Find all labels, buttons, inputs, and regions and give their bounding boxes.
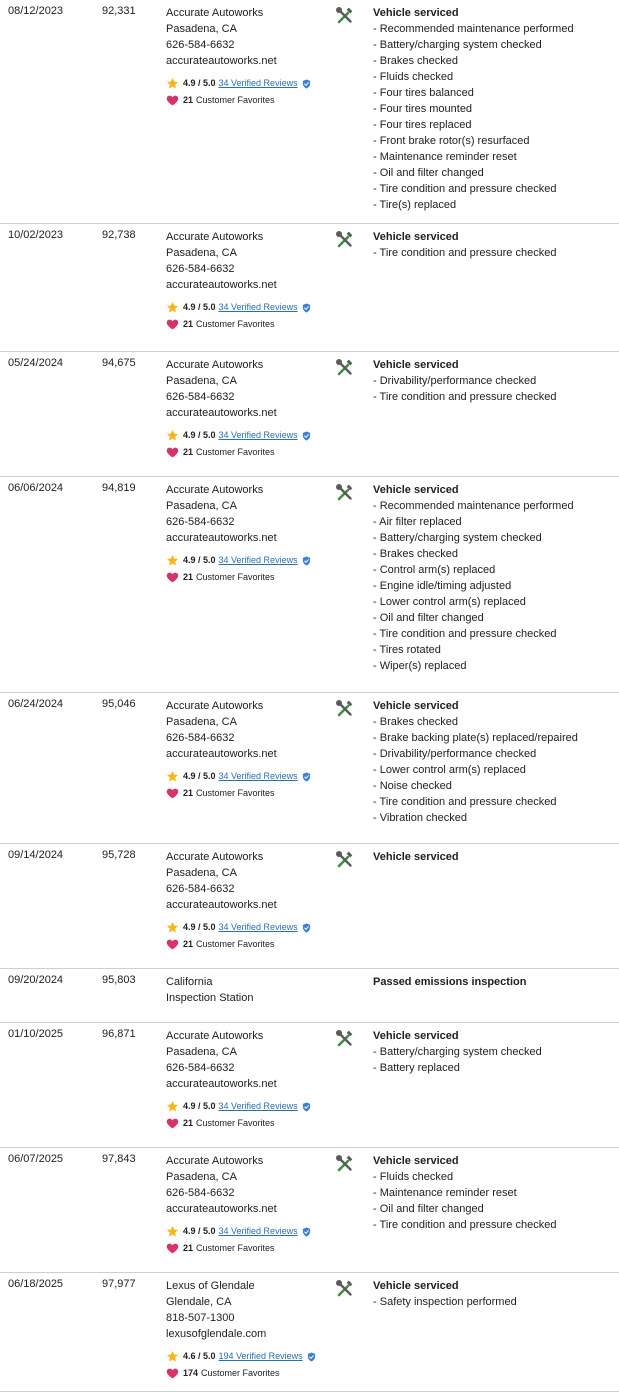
source-line: Accurate Autoworks <box>166 484 264 496</box>
rating-score: 4.9 / 5.0 <box>183 1101 216 1111</box>
service-item: - Four tires replaced <box>373 119 472 131</box>
rating-score: 4.9 / 5.0 <box>183 78 216 88</box>
verified-badge-icon <box>302 302 311 312</box>
favorites-count: 21 <box>183 788 194 798</box>
source-line: Pasadena, CA <box>166 867 237 879</box>
source-line: 626-584-6632 <box>166 391 235 403</box>
heart-icon <box>166 1117 179 1130</box>
star-icon <box>166 1100 179 1113</box>
record-details <box>373 5 574 213</box>
wrench-screwdriver-icon <box>335 6 355 26</box>
record-details <box>373 229 556 261</box>
service-item: - Brake backing plate(s) replaced/repaired <box>373 732 578 744</box>
rating-row <box>166 75 311 91</box>
record-mileage: 97,843 <box>102 1153 136 1165</box>
heart-icon <box>166 787 179 800</box>
service-item: - Oil and filter changed <box>373 1203 484 1215</box>
service-item: - Battery replaced <box>373 1062 460 1074</box>
record-source <box>166 5 311 109</box>
favorites-row <box>166 1114 311 1132</box>
rating-score: 4.9 / 5.0 <box>183 302 216 312</box>
verified-badge-icon <box>302 1101 311 1111</box>
rating-score: 4.9 / 5.0 <box>183 1226 216 1236</box>
rating-row <box>166 299 311 315</box>
service-item: - Drivability/performance checked <box>373 375 537 387</box>
record-mileage: 97,977 <box>102 1278 136 1290</box>
heart-icon <box>166 1367 179 1380</box>
wrench-screwdriver-icon <box>335 483 355 503</box>
record-date: 09/14/2024 <box>8 849 64 861</box>
verified-badge-icon <box>307 1351 316 1361</box>
source-line: Pasadena, CA <box>166 1046 237 1058</box>
heart-icon <box>166 94 179 107</box>
record-date: 10/02/2023 <box>8 229 64 241</box>
service-item: - Battery/charging system checked <box>373 532 542 544</box>
history-record <box>0 969 619 1023</box>
favorites-row <box>166 91 311 109</box>
source-line: California <box>166 976 213 988</box>
record-title: Vehicle serviced <box>373 1280 459 1292</box>
record-title: Vehicle serviced <box>373 359 459 371</box>
star-icon <box>166 1225 179 1238</box>
service-item: - Lower control arm(s) replaced <box>373 764 526 776</box>
rating-score: 4.9 / 5.0 <box>183 555 216 565</box>
record-title: Vehicle serviced <box>373 851 459 863</box>
service-item: - Brakes checked <box>373 55 458 67</box>
service-item: - Lower control arm(s) replaced <box>373 596 526 608</box>
record-details <box>373 482 574 674</box>
star-icon <box>166 1350 179 1363</box>
favorites-count: 21 <box>183 447 194 457</box>
verified-badge-icon <box>302 1226 311 1236</box>
service-item: - Four tires mounted <box>373 103 473 115</box>
history-record <box>0 844 619 969</box>
heart-icon <box>166 571 179 584</box>
source-line: Accurate Autoworks <box>166 231 264 243</box>
source-line: 818-507-1300 <box>166 1312 235 1324</box>
service-item: - Engine idle/timing adjusted <box>373 580 512 592</box>
record-mileage: 95,728 <box>102 849 136 861</box>
source-line: Pasadena, CA <box>166 375 237 387</box>
rating-row <box>166 768 311 784</box>
star-icon <box>166 921 179 934</box>
service-item: - Maintenance reminder reset <box>373 1187 517 1199</box>
favorites-label: Customer Favorites <box>196 1243 275 1253</box>
record-source <box>166 357 311 461</box>
verified-reviews-link[interactable]: 34 Verified Reviews <box>218 922 298 932</box>
record-details <box>373 849 459 865</box>
star-icon <box>166 77 179 90</box>
source-line: Inspection Station <box>166 992 254 1004</box>
favorites-label: Customer Favorites <box>196 319 275 329</box>
service-item: - Fluids checked <box>373 71 454 83</box>
favorites-row <box>166 935 311 953</box>
favorites-label: Customer Favorites <box>196 95 275 105</box>
source-line: 626-584-6632 <box>166 516 235 528</box>
wrench-screwdriver-icon <box>335 1154 355 1174</box>
history-record <box>0 0 619 224</box>
star-icon <box>166 770 179 783</box>
favorites-row <box>166 315 311 333</box>
source-line: 626-584-6632 <box>166 263 235 275</box>
record-date: 06/24/2024 <box>8 698 64 710</box>
verified-reviews-link[interactable]: 34 Verified Reviews <box>218 1226 298 1236</box>
history-record <box>0 1023 619 1148</box>
source-line: Pasadena, CA <box>166 1171 237 1183</box>
record-source <box>166 1278 316 1382</box>
wrench-screwdriver-icon <box>335 699 355 719</box>
history-record <box>0 1273 619 1392</box>
source-line: accurateautoworks.net <box>166 55 277 67</box>
rating-score: 4.9 / 5.0 <box>183 430 216 440</box>
wrench-screwdriver-icon <box>335 230 355 250</box>
history-record <box>0 1148 619 1273</box>
source-line: Lexus of Glendale <box>166 1280 255 1292</box>
service-item: - Recommended maintenance performed <box>373 500 574 512</box>
wrench-screwdriver-icon <box>335 1279 355 1299</box>
favorites-count: 21 <box>183 1243 194 1253</box>
service-item: - Battery/charging system checked <box>373 39 542 51</box>
service-item: - Tire condition and pressure checked <box>373 183 557 195</box>
record-details <box>373 357 556 405</box>
source-line: accurateautoworks.net <box>166 1078 277 1090</box>
favorites-row <box>166 784 311 802</box>
wrench-screwdriver-icon <box>335 850 355 870</box>
record-title: Vehicle serviced <box>373 231 459 243</box>
service-item: - Recommended maintenance performed <box>373 23 574 35</box>
source-line: 626-584-6632 <box>166 1187 235 1199</box>
service-item: - Tire(s) replaced <box>373 199 457 211</box>
verified-reviews-link[interactable]: 194 Verified Reviews <box>218 1351 303 1361</box>
service-item: - Four tires balanced <box>373 87 474 99</box>
favorites-label: Customer Favorites <box>196 572 275 582</box>
record-title: Vehicle serviced <box>373 1155 459 1167</box>
favorites-label: Customer Favorites <box>196 788 275 798</box>
favorites-label: Customer Favorites <box>196 939 275 949</box>
record-date: 06/07/2025 <box>8 1153 64 1165</box>
history-record <box>0 352 619 477</box>
star-icon <box>166 554 179 567</box>
service-item: - Drivability/performance checked <box>373 748 537 760</box>
verified-reviews-link[interactable]: 34 Verified Reviews <box>218 302 298 312</box>
record-mileage: 92,331 <box>102 5 136 17</box>
source-line: Pasadena, CA <box>166 716 237 728</box>
record-source <box>166 974 253 1006</box>
source-line: Accurate Autoworks <box>166 7 264 19</box>
heart-icon <box>166 938 179 951</box>
record-title: Vehicle serviced <box>373 700 459 712</box>
favorites-label: Customer Favorites <box>196 447 275 457</box>
record-date: 09/20/2024 <box>8 974 64 986</box>
service-item: - Oil and filter changed <box>373 612 484 624</box>
service-item: - Maintenance reminder reset <box>373 151 517 163</box>
rating-row <box>166 427 311 443</box>
favorites-row <box>166 1364 316 1382</box>
verified-reviews-link[interactable]: 34 Verified Reviews <box>218 78 298 88</box>
verified-reviews-link[interactable]: 34 Verified Reviews <box>218 555 298 565</box>
verified-reviews-link[interactable]: 34 Verified Reviews <box>218 771 298 781</box>
record-mileage: 95,046 <box>102 698 136 710</box>
record-mileage: 92,738 <box>102 229 136 241</box>
service-item: - Battery/charging system checked <box>373 1046 542 1058</box>
rating-score: 4.6 / 5.0 <box>183 1351 216 1361</box>
record-title: Vehicle serviced <box>373 484 459 496</box>
service-item: - Tire condition and pressure checked <box>373 628 557 640</box>
wrench-screwdriver-icon <box>335 1029 355 1049</box>
source-line: Accurate Autoworks <box>166 700 264 712</box>
record-title: Passed emissions inspection <box>373 976 527 988</box>
verified-badge-icon <box>302 922 311 932</box>
source-line: accurateautoworks.net <box>166 1203 277 1215</box>
source-line: 626-584-6632 <box>166 732 235 744</box>
record-title: Vehicle serviced <box>373 7 459 19</box>
service-item: - Tire condition and pressure checked <box>373 796 557 808</box>
record-source <box>166 849 311 953</box>
heart-icon <box>166 318 179 331</box>
verified-badge-icon <box>302 430 311 440</box>
favorites-label: Customer Favorites <box>196 1118 275 1128</box>
service-item: - Control arm(s) replaced <box>373 564 496 576</box>
source-line: Accurate Autoworks <box>166 851 264 863</box>
favorites-count: 21 <box>183 95 194 105</box>
source-line: Glendale, CA <box>166 1296 232 1308</box>
record-details <box>373 1278 517 1310</box>
record-mileage: 94,675 <box>102 357 136 369</box>
favorites-count: 21 <box>183 1118 194 1128</box>
service-item: - Noise checked <box>373 780 452 792</box>
service-item: - Tires rotated <box>373 644 441 656</box>
source-line: accurateautoworks.net <box>166 407 277 419</box>
source-line: Accurate Autoworks <box>166 1030 264 1042</box>
source-line: 626-584-6632 <box>166 1062 235 1074</box>
service-item: - Brakes checked <box>373 548 458 560</box>
wrench-screwdriver-icon <box>335 358 355 378</box>
record-details <box>373 698 578 826</box>
source-line: Accurate Autoworks <box>166 1155 264 1167</box>
star-icon <box>166 429 179 442</box>
source-line: Pasadena, CA <box>166 247 237 259</box>
source-line: lexusofglendale.com <box>166 1328 267 1340</box>
record-title: Vehicle serviced <box>373 1030 459 1042</box>
record-details <box>373 974 526 990</box>
verified-badge-icon <box>302 555 311 565</box>
service-item: - Air filter replaced <box>373 516 462 528</box>
record-source <box>166 698 311 802</box>
verified-reviews-link[interactable]: 34 Verified Reviews <box>218 430 298 440</box>
source-line: Accurate Autoworks <box>166 359 264 371</box>
favorites-count: 21 <box>183 319 194 329</box>
record-date: 08/12/2023 <box>8 5 64 17</box>
rating-row <box>166 1098 311 1114</box>
service-item: - Tire condition and pressure checked <box>373 391 557 403</box>
record-mileage: 95,803 <box>102 974 136 986</box>
service-item: - Tire condition and pressure checked <box>373 1219 557 1231</box>
rating-row <box>166 1223 311 1239</box>
rating-row <box>166 919 311 935</box>
service-item: - Wiper(s) replaced <box>373 660 467 672</box>
rating-score: 4.9 / 5.0 <box>183 771 216 781</box>
source-line: accurateautoworks.net <box>166 748 277 760</box>
record-date: 06/18/2025 <box>8 1278 64 1290</box>
rating-row <box>166 552 311 568</box>
verified-reviews-link[interactable]: 34 Verified Reviews <box>218 1101 298 1111</box>
verified-badge-icon <box>302 78 311 88</box>
favorites-row <box>166 443 311 461</box>
record-details <box>373 1028 542 1076</box>
service-item: - Safety inspection performed <box>373 1296 517 1308</box>
record-mileage: 96,871 <box>102 1028 136 1040</box>
source-line: 626-584-6632 <box>166 883 235 895</box>
source-line: accurateautoworks.net <box>166 279 277 291</box>
rating-row <box>166 1348 316 1364</box>
record-mileage: 94,819 <box>102 482 136 494</box>
record-source <box>166 1153 311 1257</box>
favorites-count: 21 <box>183 939 194 949</box>
favorites-row <box>166 1239 311 1257</box>
record-source <box>166 229 311 333</box>
record-details <box>373 1153 556 1233</box>
service-item: - Front brake rotor(s) resurfaced <box>373 135 530 147</box>
source-line: 626-584-6632 <box>166 39 235 51</box>
service-item: - Oil and filter changed <box>373 167 484 179</box>
heart-icon <box>166 1242 179 1255</box>
history-record <box>0 477 619 693</box>
star-icon <box>166 301 179 314</box>
source-line: Pasadena, CA <box>166 23 237 35</box>
favorites-row <box>166 568 311 586</box>
verified-badge-icon <box>302 771 311 781</box>
rating-score: 4.9 / 5.0 <box>183 922 216 932</box>
record-source <box>166 1028 311 1132</box>
service-item: - Vibration checked <box>373 812 467 824</box>
service-item: - Brakes checked <box>373 716 458 728</box>
record-source <box>166 482 311 586</box>
history-record <box>0 693 619 844</box>
favorites-count: 21 <box>183 572 194 582</box>
favorites-label: Customer Favorites <box>201 1368 280 1378</box>
source-line: Pasadena, CA <box>166 500 237 512</box>
record-date: 01/10/2025 <box>8 1028 64 1040</box>
service-item: - Fluids checked <box>373 1171 454 1183</box>
favorites-count: 174 <box>183 1368 199 1378</box>
record-date: 06/06/2024 <box>8 482 64 494</box>
heart-icon <box>166 446 179 459</box>
service-item: - Tire condition and pressure checked <box>373 247 557 259</box>
history-record <box>0 224 619 352</box>
record-date: 05/24/2024 <box>8 357 64 369</box>
source-line: accurateautoworks.net <box>166 899 277 911</box>
source-line: accurateautoworks.net <box>166 532 277 544</box>
